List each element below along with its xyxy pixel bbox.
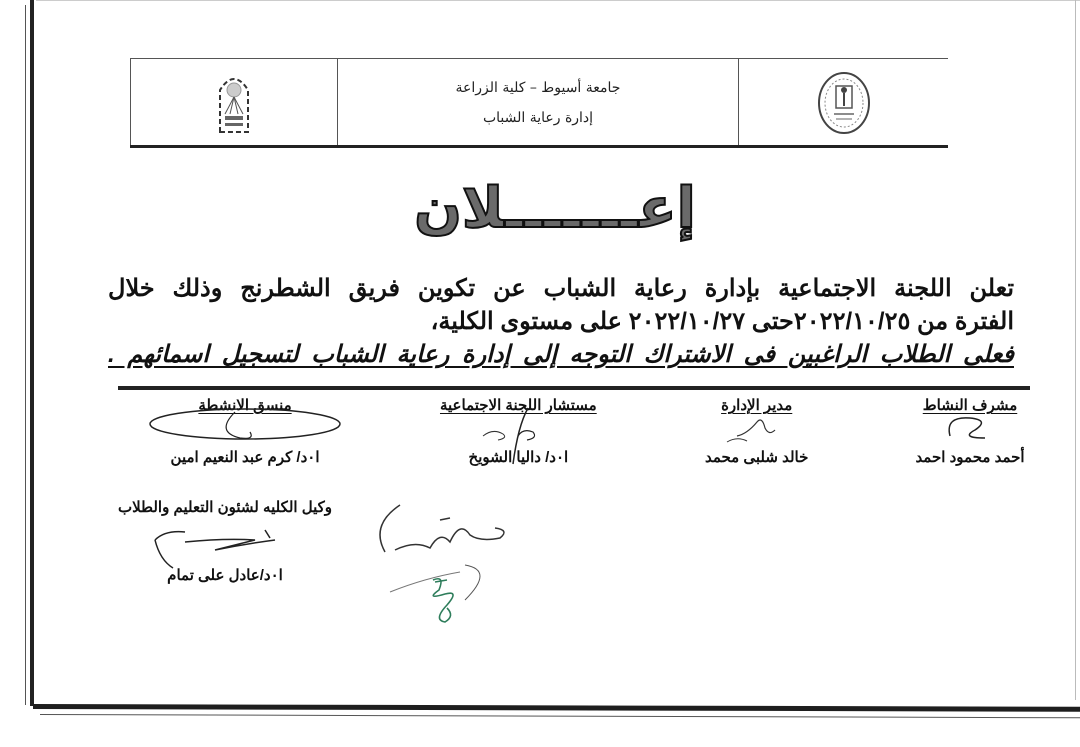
page-border-left — [30, 0, 34, 706]
letterhead — [130, 58, 948, 147]
signature-role: مستشار اللجنة الاجتماعية — [439, 397, 597, 414]
announcement-line-3: فعلى الطلاب الراغبين فى الاشتراك التوجه إلى إدارة رعاية الشباب لتسجيل اسمائهم . — [108, 341, 1014, 368]
page-border-bottom-thin — [40, 714, 1080, 718]
department-name: إدارة رعاية الشباب — [482, 110, 594, 126]
announcement-line-1: تعلن اللجنة الاجتماعية بإدارة رعاية الشباب عن تكوين فريق الشطرنج وذلك خلال — [108, 275, 1014, 302]
vice-dean-signature — [100, 498, 350, 584]
handwritten-signature-icon — [463, 406, 573, 466]
announcement-title — [380, 168, 730, 248]
body-rule — [118, 386, 1030, 390]
vice-dean-name: ا٠د/عادل على تمام — [167, 567, 283, 584]
signature-name: ا٠د/ كرم عبد النعيم امين — [170, 449, 320, 466]
signature-name: خالد شلبى محمد — [704, 449, 809, 466]
signature-role: منسق الانشطة — [198, 397, 292, 414]
signature-activities-coordinator — [130, 396, 360, 476]
announcement-line-2: الفترة من ٢٠٢٢/١٠/٢٥حتى ٢٠٢٢/١٠/٢٧ على مستوى الكلية، — [430, 308, 1014, 335]
handwritten-signature-icon — [145, 404, 345, 444]
handwritten-note-icon — [365, 490, 515, 630]
university-logo-icon — [217, 72, 251, 134]
letterhead-rule — [130, 145, 948, 148]
page-border-top — [36, 0, 1080, 1]
signature-name: ا٠د/ داليا الشويخ — [468, 449, 569, 466]
signature-role: مشرف النشاط — [922, 397, 1018, 414]
page-border-bottom — [33, 704, 1080, 712]
announcement-body — [108, 272, 1014, 371]
letterhead-right-cell — [739, 59, 948, 147]
signature-committee-advisor — [418, 396, 618, 476]
vice-dean-role: وكيل الكليه لشئون التعليم والطلاب — [117, 499, 333, 516]
page-border-right — [1075, 0, 1076, 700]
signature-name: أحمد محمود احمد — [915, 449, 1025, 466]
signatures-row — [130, 396, 1045, 476]
handwritten-signature-icon — [717, 406, 797, 446]
handwritten-signature-icon — [935, 406, 1005, 446]
letterhead-left-cell — [130, 59, 338, 147]
page-border-left-thin — [25, 5, 26, 705]
university-name: جامعة أسيوط – كلية الزراعة — [455, 80, 621, 96]
signature-department-director — [677, 396, 837, 476]
handwritten-signature-icon — [145, 520, 295, 570]
signature-role: مدير الإدارة — [721, 397, 793, 414]
signature-activity-supervisor — [895, 396, 1045, 476]
announcement-title-text: إعـــــــلان — [414, 175, 696, 241]
faculty-seal-icon — [816, 70, 872, 136]
letterhead-title-cell — [338, 59, 739, 147]
